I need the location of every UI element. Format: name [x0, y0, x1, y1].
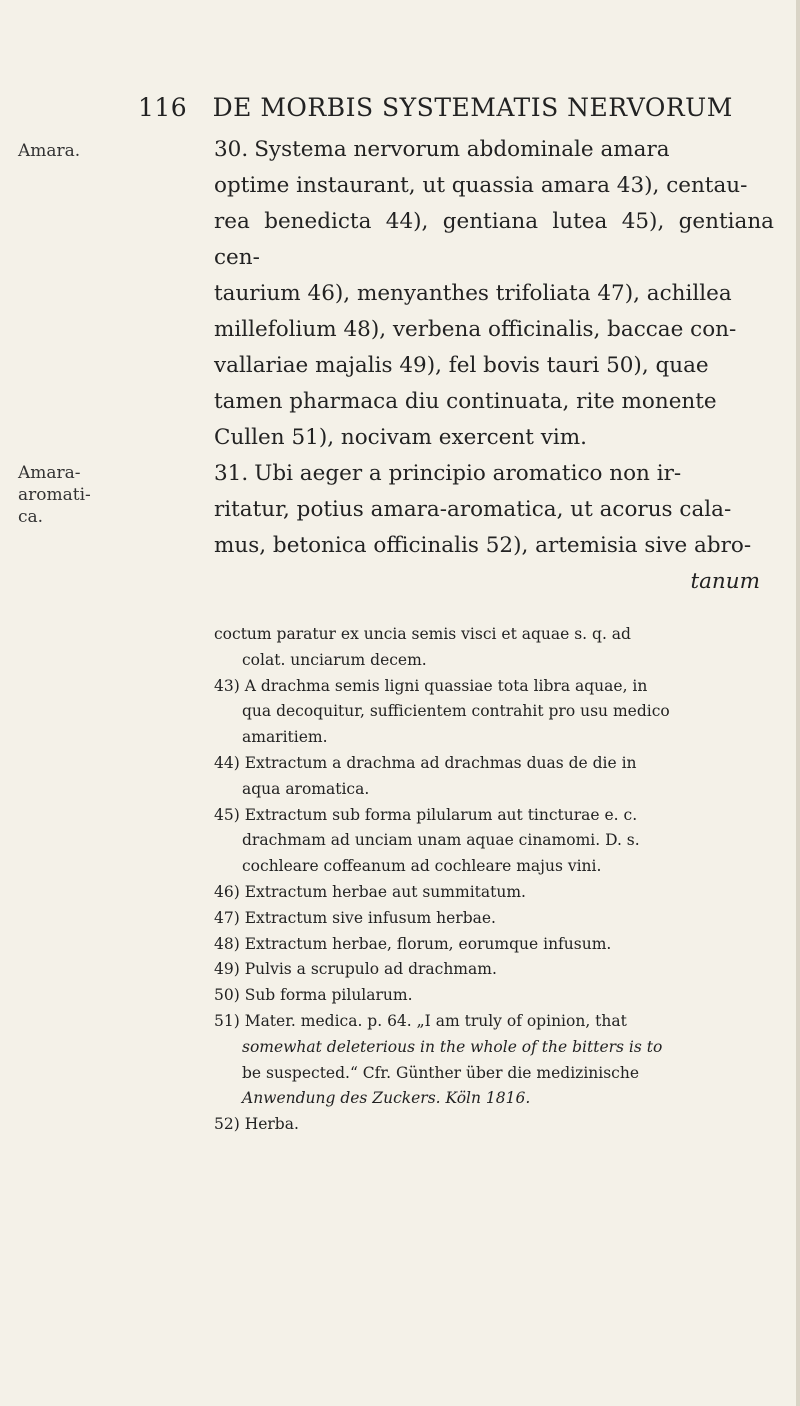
margin-note-amara: [18, 140, 118, 162]
running-title: DE MORBIS SYSTEMATIS NERVORUM: [212, 93, 733, 122]
footnote-line-15: 51) Mater. medica. p. 64. „I am truly of opinion, that: [214, 1011, 627, 1030]
catchword: tanum: [690, 569, 760, 594]
footnote-line-0: coctum paratur ex uncia semis visci et aquae s. q. ad: [214, 625, 631, 643]
para30-line-6: tamen pharmaca diu continuata, rite monente: [214, 389, 717, 414]
para30-line: [214, 132, 774, 168]
para30-line-1: optime instaurant, ut quassia amara 43), centau-: [214, 173, 748, 198]
para30-line-0: Systema nervorum abdominale amara: [254, 137, 670, 162]
footnote-line-14: 50) Sub forma pilularum.: [214, 986, 413, 1005]
para30-line-7: Cullen 51), nocivam exercent vim.: [214, 425, 587, 450]
para30-line-3: taurium 46), menyanthes trifoliata 47), achillea: [214, 281, 732, 306]
margin-note-amara-aromatica: [18, 462, 118, 528]
footnote-line-9: cochleare coffeanum ad cochleare majus vini.: [242, 857, 602, 876]
para30-line-4: millefolium 48), verbena officinalis, baccae con-: [214, 317, 737, 342]
para31-line-0: Ubi aeger a principio aromatico non ir-: [254, 461, 682, 486]
footnote-line-10: 46) Extractum herbae aut summitatum.: [214, 882, 526, 901]
para31-number: 31.: [214, 461, 249, 486]
para31-line-1: ritatur, potius amara-aromatica, ut acorus cala-: [214, 497, 732, 522]
footnote-line-4: amaritiem.: [242, 728, 328, 747]
footnotes: [214, 622, 754, 1138]
para30-number: 30.: [214, 137, 249, 162]
margin-line-3: ca.: [18, 507, 44, 527]
footnote-line-13: 49) Pulvis a scrupulo ad drachmam.: [214, 960, 497, 979]
footnote-line-6: aqua aromatica.: [242, 779, 370, 798]
footnote-line-16: somewhat deleterious in the whole of the bitters is to: [242, 1037, 663, 1056]
footnote-line-11: 47) Extractum sive infusum herbae.: [214, 908, 496, 927]
para31-line-2: mus, betonica officinalis 52), artemisia sive abro-: [214, 533, 752, 558]
paragraph-30: [214, 132, 774, 456]
footnote-line-5: 44) Extractum a drachma ad drachmas duas de die in: [214, 753, 637, 772]
margin-note-amara-text: Amara.: [18, 141, 81, 161]
footnote-line-8: drachmam ad unciam unam aquae cinamomi. D. s.: [242, 831, 640, 850]
footnote-line-18: Anwendung des Zuckers. Köln 1816.: [242, 1089, 531, 1108]
footnote-line-3: qua decoquitur, sufficientem contrahit pro usu medico: [242, 702, 670, 721]
paragraph-31: [214, 456, 774, 564]
para30-line-2: rea benedicta 44), gentiana lutea 45), gentiana cen-: [214, 209, 774, 270]
margin-line-2: aromati-: [18, 485, 91, 505]
footnote-line-19: 52) Herba.: [214, 1115, 299, 1134]
footnote-line-7: 45) Extractum sub forma pilularum aut tincturae e. c.: [214, 805, 638, 824]
footnote-line-1: colat. unciarum decem.: [242, 650, 427, 669]
margin-line-1: Amara-: [18, 463, 81, 483]
footnote-line-17: be suspected.“ Cfr. Günther über die medizinische: [242, 1063, 640, 1082]
footnote-line-2: 43) A drachma semis ligni quassiae tota libra aquae, in: [214, 676, 648, 695]
para30-line-5: vallariae majalis 49), fel bovis tauri 50), quae: [214, 353, 709, 378]
para31-line: [214, 456, 774, 492]
running-header: [138, 93, 758, 122]
page-edge-shadow: [796, 0, 800, 1406]
footnote-line-12: 48) Extractum herbae, florum, eorumque infusum.: [214, 934, 612, 953]
page-number: 116: [138, 93, 188, 122]
